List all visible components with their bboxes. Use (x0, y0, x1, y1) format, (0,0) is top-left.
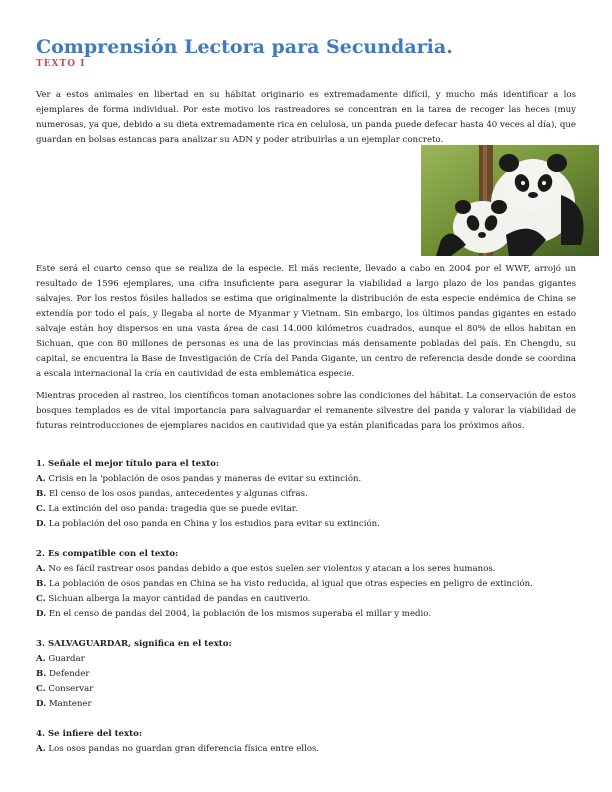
option-a: A. Los osos pandas no guardan gran diferencia física entre ellos. (36, 744, 320, 754)
question-4 (36, 727, 576, 757)
option-d: D. En el censo de pandas del 2004, la población de los mismos superaba el millar y medio. (36, 609, 432, 619)
option-b: B. El censo de los osos pandas, antecedentes y algunas cifras. (36, 489, 308, 499)
document-title: Comprensión Lectora para Secundaria. (36, 36, 453, 58)
document-subtitle: TEXTO I (36, 59, 86, 69)
option-c: C. Sichuan alberga la mayor cantidad de pandas en cautiverio. (36, 594, 311, 604)
panda-photo (421, 145, 599, 256)
option-a: A. Guardar (36, 654, 85, 664)
question-2 (36, 547, 576, 622)
option-b: B. La población de osos pandas en China se ha visto reducida, al igual que otras especies en peligro de extinción. (36, 579, 533, 589)
question-text: 2. Es compatible con el texto: (36, 549, 179, 559)
option-c: C. La extinción del oso panda: tragedia que se puede evitar. (36, 504, 298, 514)
paragraph-2: Este será el cuarto censo que se realiza de la especie. El más reciente, llevado a cabo en 2004 por el WWF, arrojó un resultado de 1596 ejemplares, una cifra insuficiente para asegurar la viabilidad a largo plazo de los pandas gigantes salvajes. Por los restos fósiles hallados se estima que originalmente la distribución de esta especie endémica de China se extendía por todo el país, y llegaba al norte de Myanmar y Vietnam. Sin embargo, los últimos pandas gigantes en estado salvaje están hoy dispersos en una vasta área de casi 14.000 kilómetros cuadrados, aunque el 80% de ellos habitan en Sichuan, que con 80 millones de personas es una de las provincias más densamente pobladas del país. En Chengdu, su capital, se encuentra la Base de Investigación de Cría del Panda Gigante, un centro de referencia desde donde se coordina a escala internacional la cría en cautividad de esta emblemática especie. (36, 264, 576, 379)
option-c: C. Conservar (36, 684, 94, 694)
option-d: D. La población del oso panda en China y los estudios para evitar su extinción. (36, 519, 380, 529)
option-a: A. No es fácil rastrear osos pandas debido a que estos suelen ser violentos y atacan a los seres humanos. (36, 564, 496, 574)
document-page (36, 36, 576, 754)
paragraph-3: Mientras proceden al rastreo, los científicos toman anotaciones sobre las condiciones del hábitat. La conservación de estos bosques templados es de vital importancia para salvaguardar el remanente silvestre del panda y valorar la viabilidad de futuras reintroducciones de ejemplares nacidos en cautividad que ya están planificadas para los próximos años. (36, 391, 576, 431)
paragraph-1: Ver a estos animales en libertad en su hábitat originario es extremadamente difícil, y mucho más identificar a los ejemplares de forma individual. Por este motivo los rastreadores se concentran en la tarea de recoger las heces (muy numerosas, ya que, debido a su dieta extremadamente rica en celulosa, un panda puede defecar hasta 40 veces al día), que guardan en bolsas estancas para analizar su ADN y poder atribuirlas a un ejemplar concreto. (36, 90, 576, 145)
option-a: A. Crisis en la 'población de osos pandas y maneras de evitar su extinción. (36, 474, 362, 484)
question-3 (36, 637, 576, 712)
question-text: 4. Se infiere del texto: (36, 729, 143, 739)
question-text: 1. Señale el mejor título para el texto: (36, 459, 220, 469)
option-b: B. Defender (36, 669, 90, 679)
question-text: 3. SALVAGUARDAR, significa en el texto: (36, 639, 232, 649)
question-1 (36, 457, 576, 532)
option-d: D. Mantener (36, 699, 92, 709)
panda-image-icon (421, 145, 599, 256)
